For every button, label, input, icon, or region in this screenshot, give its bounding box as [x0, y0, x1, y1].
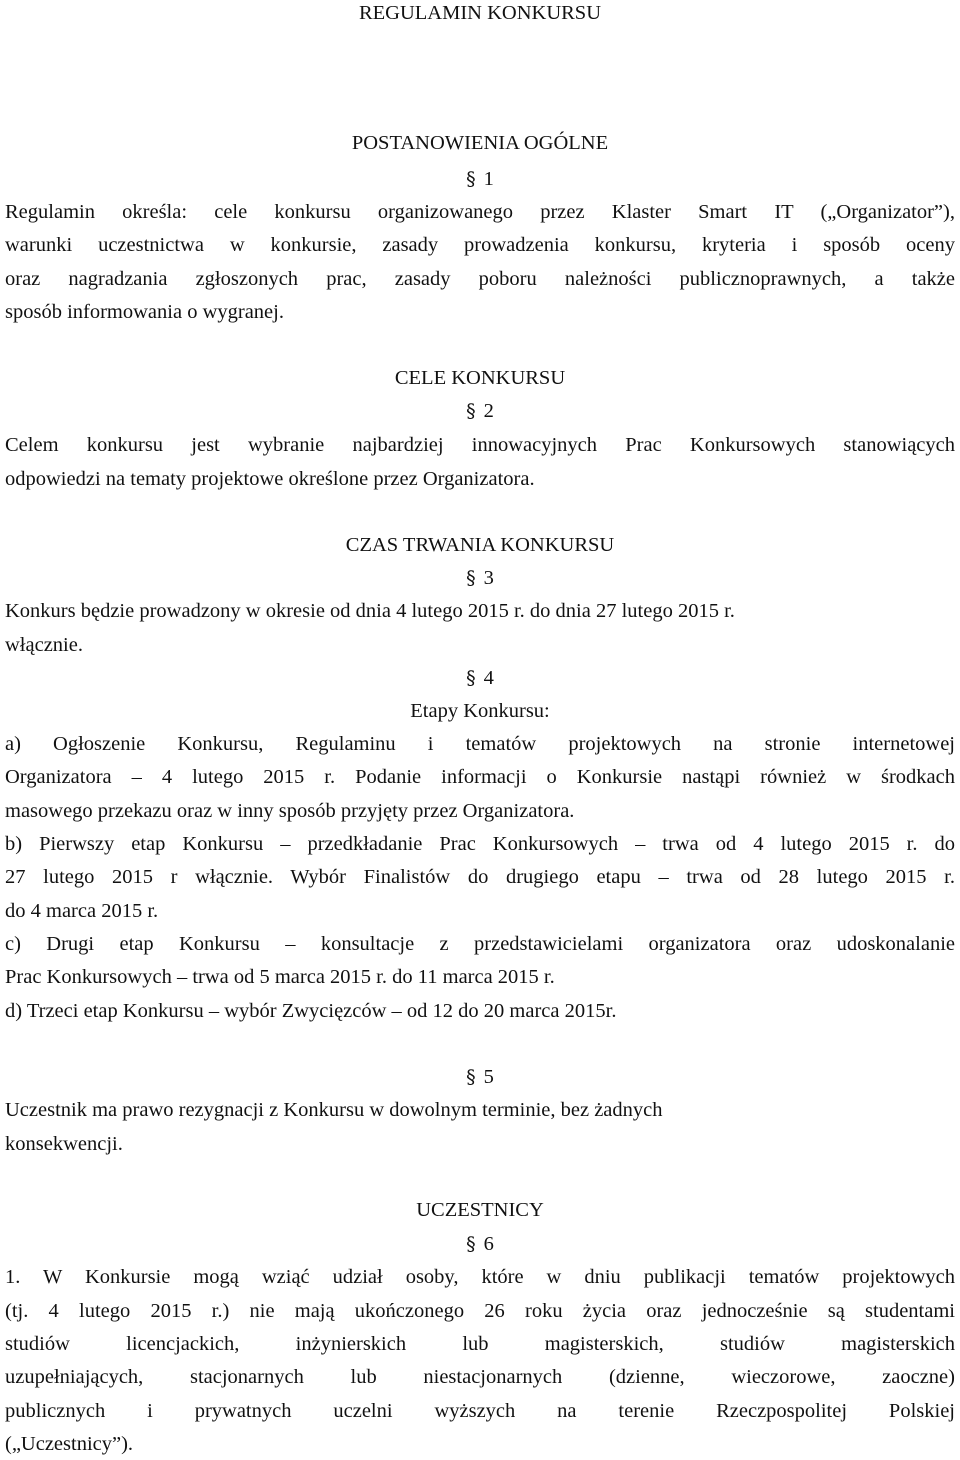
paragraph-sign: § [466, 1233, 476, 1255]
text-line: 1. W Konkursie mogą wziąć udział osoby, które w dniu publikacji tematów projektowych [5, 1266, 955, 1288]
paragraph-sign: § [466, 168, 476, 190]
text-line: masowego przekazu oraz w inny sposób przyjęty przez Organizatora. [5, 800, 575, 822]
section-number: 5 [483, 1066, 494, 1088]
text-line: (tj. 4 lutego 2015 r.) nie mają ukończonego 26 roku życia oraz jednocześnie są studentami [5, 1300, 955, 1322]
text-line: Regulamin określa: cele konkursu organizowanego przez Klaster Smart IT („Organizator”), [5, 201, 955, 223]
text-line: oraz nagradzania zgłoszonych prac, zasady poboru należności publicznoprawnych, a także [5, 268, 955, 290]
text-line: c) Drugi etap Konkursu – konsultacje z przedstawicielami organizatora oraz udoskonalanie [5, 933, 955, 955]
text-line: Uczestnik ma prawo rezygnacji z Konkursu w dowolnym terminie, bez żadnych [5, 1099, 663, 1121]
heading-etapy-konkursu: Etapy Konkursu: [410, 700, 550, 722]
text-line: włącznie. [5, 634, 83, 656]
text-line: do 4 marca 2015 r. [5, 900, 159, 922]
text-line: sposób informowania o wygranej. [5, 301, 284, 323]
section-marker-6 [0, 1231, 960, 1257]
section-marker-4 [0, 665, 960, 691]
document-title: REGULAMIN KONKURSU [358, 2, 602, 24]
text-line: b) Pierwszy etap Konkursu – przedkładanie Prac Konkursowych – trwa od 4 lutego 2015 r. do [5, 833, 955, 855]
text-line: Celem konkursu jest wybranie najbardziej innowacyjnych Prac Konkursowych stanowiących [5, 434, 955, 456]
section-marker-3 [0, 565, 960, 591]
text-line: Prac Konkursowych – trwa od 5 marca 2015 r. do 11 marca 2015 r. [5, 966, 555, 988]
section-number: 4 [483, 667, 494, 689]
paragraph-sign: § [466, 667, 476, 689]
section-marker-2 [0, 398, 960, 424]
section-number: 6 [483, 1233, 494, 1255]
paragraph-sign: § [466, 1066, 476, 1088]
text-line: Konkurs będzie prowadzony w okresie od dnia 4 lutego 2015 r. do dnia 27 lutego 2015 r. [5, 600, 735, 622]
text-line: Organizatora – 4 lutego 2015 r. Podanie informacji o Konkursie nastąpi również w środkach [5, 766, 955, 788]
section-number: 1 [483, 168, 494, 190]
text-line: studiów licencjackich, inżynierskich lub magisterskich, studiów magisterskich [5, 1333, 955, 1355]
heading-uczestnicy: UCZESTNICY [416, 1199, 544, 1221]
heading-cele-konkursu: CELE KONKURSU [394, 367, 566, 389]
text-line: odpowiedzi na tematy projektowe określone przez Organizatora. [5, 468, 535, 490]
section-number: 2 [483, 400, 494, 422]
heading-czas-trwania-konkursu: CZAS TRWANIA KONKURSU [345, 534, 615, 556]
text-line: 27 lutego 2015 r włącznie. Wybór Finalistów do drugiego etapu – trwa od 28 lutego 2015 r. [5, 866, 955, 888]
text-line: warunki uczestnictwa w konkursie, zasady prowadzenia konkursu, kryteria i sposób oceny [5, 234, 955, 256]
text-line: publicznych i prywatnych uczelni wyższych na terenie Rzeczpospolitej Polskiej [5, 1400, 955, 1422]
heading-postanowienia-ogolne: POSTANOWIENIA OGÓLNE [351, 132, 609, 154]
text-line: d) Trzeci etap Konkursu – wybór Zwycięzców – od 12 do 20 marca 2015r. [5, 1000, 617, 1022]
text-line: konsekwencji. [5, 1133, 123, 1155]
section-marker-1 [0, 166, 960, 192]
section-marker-5 [0, 1064, 960, 1090]
paragraph-sign: § [466, 400, 476, 422]
paragraph-sign: § [466, 567, 476, 589]
text-line: a) Ogłoszenie Konkursu, Regulaminu i tematów projektowych na stronie internetowej [5, 733, 955, 755]
text-line: („Uczestnicy”). [5, 1433, 134, 1455]
text-line: uzupełniających, stacjonarnych lub niestacjonarnych (dzienne, wieczorowe, zaoczne) [5, 1366, 955, 1388]
section-number: 3 [483, 567, 494, 589]
